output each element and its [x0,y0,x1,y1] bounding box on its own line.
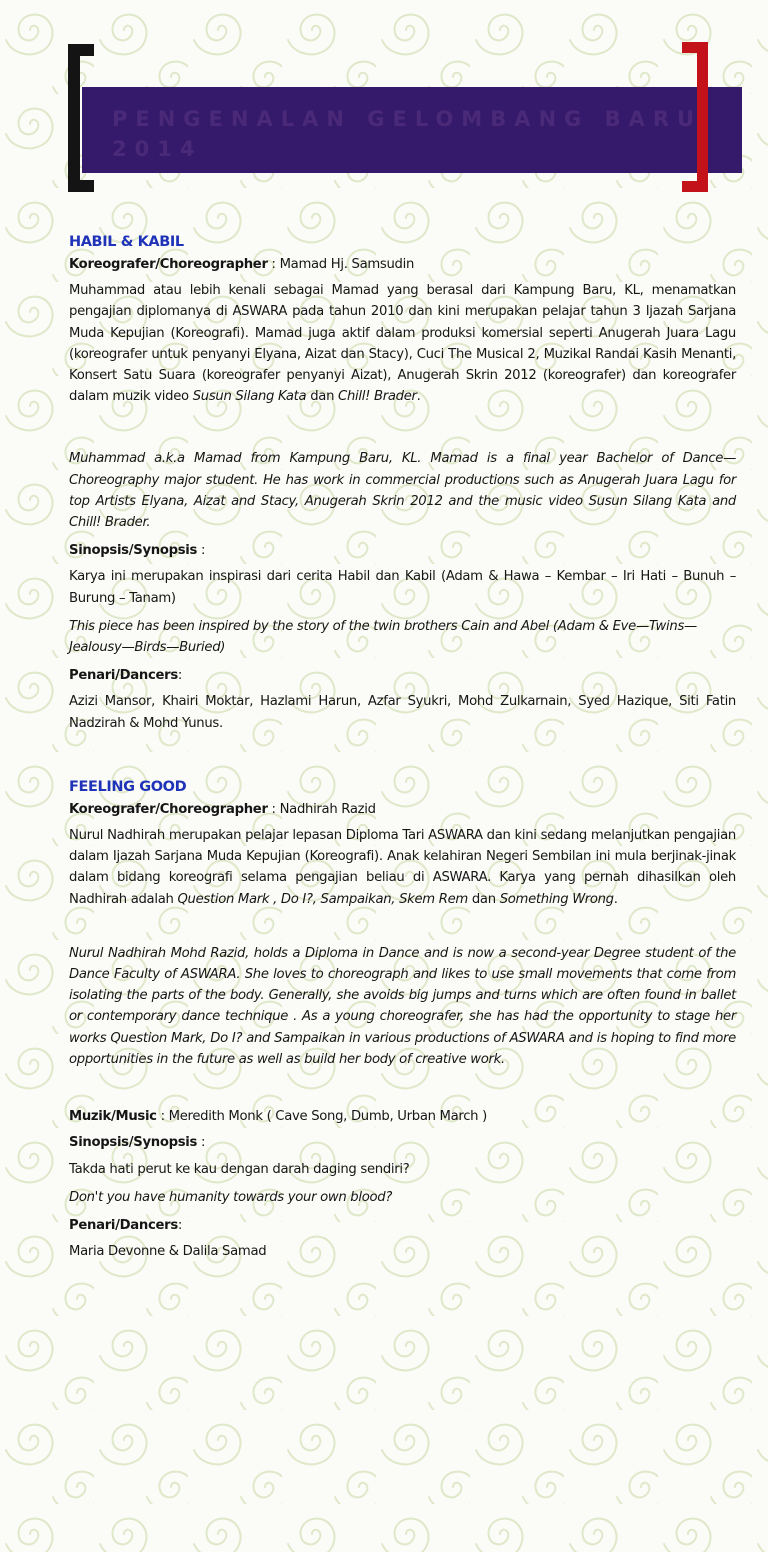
bio-malay-text: Nurul Nadhirah merupakan pelajar lepasan Diploma Tari ASWARA dan kini sedang melanjutkan pengajian dalam Ijazah Sarjana Muda Kepujian (Koreografi). Anak kelahiran Negeri Sembilan ini mula berjinak-jinak dalam bidang koreografi selama pengajian beliau di ASWARA. Karya yang pernah dihasilkan oleh Nadhirah adalah [69,828,736,907]
work-titles: Question Mark , Do I?, Sampaikan, Skem Rem [177,891,468,907]
section-title: FEELING GOOD [69,778,187,795]
section-title: HABIL & KABIL [69,234,184,250]
bio-malay [69,280,736,407]
choreographer-name: Nadhirah Razid [279,801,376,817]
program-content [69,230,736,1262]
synopsis-label: Sinopsis/Synopsis [69,1135,198,1151]
bio-malay-end: . [416,389,421,405]
dancers-label: Penari/Dancers [69,668,178,684]
section-habil-kabil [69,230,736,734]
dancers-heading: Penari/Dancers: [69,668,183,684]
right-bracket-decoration [682,42,708,192]
work-title: Susun Silang Kata [192,389,307,405]
dancers-list: Maria Devonne & Dalila Samad [69,1244,267,1260]
synopsis-malay: Karya ini merupakan inspirasi dari cerita Habil dan Kabil (Adam & Hawa – Kembar – Iri Hati – Bunuh – Burung – Tanam) [69,569,736,606]
bio-english: Muhammad a.k.a Mamad from Kampung Baru, KL. Mamad is a final year Bachelor of Dance—Choreography major student. He has work in commercial productions such as Anugerah Juara Lagu for top Artists Elyana, Aizat and Stacy, Anugerah Skrin 2012 and the music video Susun Silang Kata and Chill! Brader. [69,451,736,531]
bio-english: Nurul Nadhirah Mohd Razid, holds a Diploma in Dance and is now a second-year Degree student of the Dance Faculty of ASWARA. She loves to choreograph and likes to use small movements that come from isolating the parts of the body. Generally, she avoids big jumps and turns which are often found in ballet or contemporary dance technique . As a young choreografer, she has had the opportunity to stage her works Question Mark, Do I? and Sampaikan in various productions of ASWARA and is hoping to find more opportunities in the future as well as build her body of creative work. [69,945,736,1067]
synopsis-label: Sinopsis/Synopsis [69,543,198,559]
choreographer-label: Koreografer/Choreographer [69,801,268,817]
choreographer-label: Koreografer/Choreographer [69,257,268,272]
synopsis-malay: Takda hati perut ke kau dengan darah daging sendiri? [69,1161,410,1177]
section-feeling-good [69,775,736,1262]
conjunction-text: dan [471,891,496,907]
bio-malay-text: Muhammad atau lebih kenali sebagai Mamad yang berasal dari Kampung Baru, KL, menamatkan pengajian diplomanya di ASWARA pada tahun 2010 dan kini merupakan pelajar tahun 3 Ijazah Sarjana Muda Kepujian (Koreografi). Mamad juga aktif dalam produksi komersial seperti Anugerah Juara Lagu (koreografer untuk penyanyi Elyana, Aizat dan Stacy), Cuci The Musical 2, Muzikal Randai Kasih Menanti, Konsert Satu Suara (koreografer penyanyi Aizat), Anugerah Skrin 2012 (koreografer) dan koreografer dalam muzik video [69,283,736,405]
music-line: Muzik/Music : Meredith Monk ( Cave Song, Dumb, Urban March ) [69,1109,487,1125]
work-title: Chill! Brader [338,389,417,405]
music-label: Muzik/Music [69,1109,157,1125]
page-title: PENGENALAN GELOMBANG BARU 2014 [112,107,703,161]
synopsis-heading: Sinopsis/Synopsis : [69,1135,206,1151]
choreographer-name: Mamad Hj. Samsudin [279,257,415,272]
synopsis-english: Don't you have humanity towards your own blood? [69,1189,393,1205]
bio-malay-end: . [613,891,618,907]
choreographer-line: Koreografer/Choreographer : Nadhirah Razid [69,801,376,817]
dancers-heading: Penari/Dancers: [69,1217,183,1233]
music-value: Meredith Monk ( Cave Song, Dumb, Urban March ) [168,1109,487,1125]
choreographer-line: Koreografer/Choreographer : Mamad Hj. Samsudin [69,257,415,272]
synopsis-english: This piece has been inspired by the story of the twin brothers Cain and Abel (Adam & Eve—Twins—Jealousy—Birds—Buried) [69,618,697,656]
left-bracket-decoration [68,44,94,192]
dancers-list: Azizi Mansor, Khairi Moktar, Hazlami Harun, Azfar Syukri, Mohd Zulkarnain, Syed Hazique, Siti Fatin Nadzirah & Mohd Yunus. [69,694,736,731]
dancers-label: Penari/Dancers [69,1217,178,1233]
synopsis-heading: Sinopsis/Synopsis : [69,543,206,559]
bio-malay [69,825,736,910]
work-title: Something Wrong [499,891,614,907]
conjunction-text: dan [310,389,335,405]
